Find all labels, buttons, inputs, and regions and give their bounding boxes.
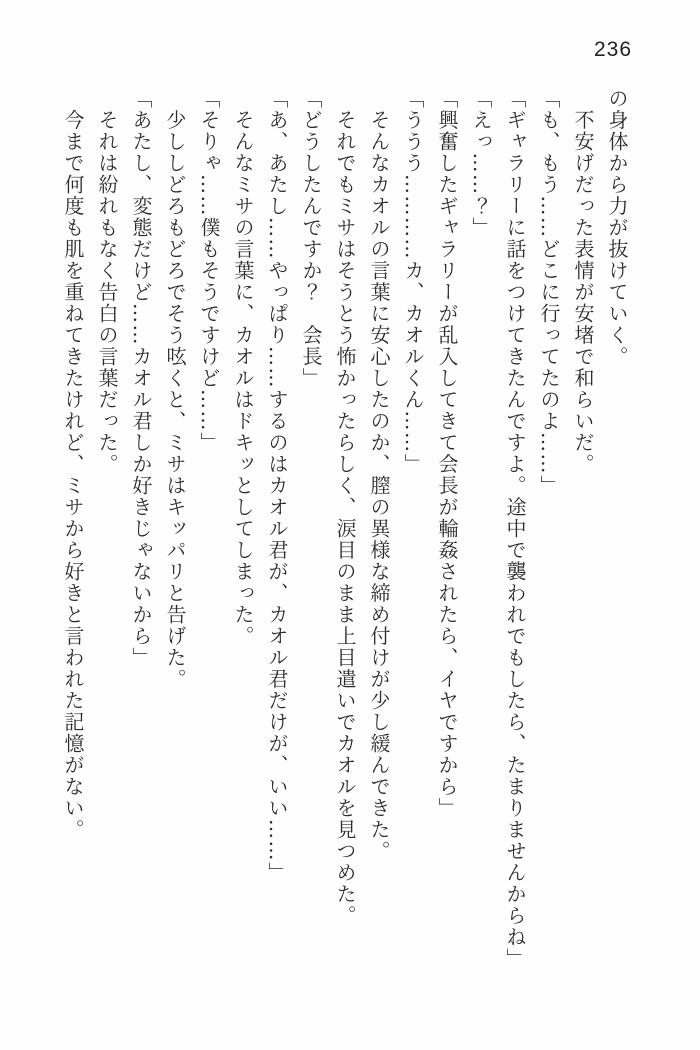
paragraph-dialogue: 「えっ……？」: [469, 88, 493, 239]
paragraph: そんなカオルの言葉に安心したのか、膣の異様な締め付けが少し緩んできた。: [367, 88, 391, 862]
paragraph-dialogue: 「あたし、変態だけど……カオル君しか好きじゃないから」: [129, 88, 153, 669]
page-number: 236: [594, 38, 633, 61]
paragraph: そんなミサの言葉に、カオルはドキッとしてしまった。: [231, 88, 255, 647]
paragraph: 今まで何度も肌を重ねてきたけれど、ミサから好きと言われた記憶がない。: [61, 88, 85, 841]
paragraph-dialogue: 「あ、あたし……やっぱり……するのはカオル君が、カオル君だけが、いい……」: [265, 88, 289, 884]
paragraph-dialogue: 「どうしたんですか？ 会長」: [299, 88, 323, 389]
paragraph: の身体から力が抜けていく。: [605, 88, 629, 368]
paragraph-dialogue: 「興奮したギャラリーが乱入してきて会長が輪姦されたら、イヤですから」: [435, 88, 459, 819]
paragraph: 少ししどろもどろでそう呟くと、ミサはキッパリと告げた。: [163, 88, 187, 690]
paragraph: 不安げだった表情が安堵で和らいだ。: [571, 88, 595, 475]
vertical-text-block: [56, 88, 634, 970]
paragraph-dialogue: 「も、もう……どこに行ってたのよ……」: [537, 88, 561, 497]
paragraph-dialogue: 「そりゃ……僕もそうですけど……」: [197, 88, 221, 454]
paragraph-dialogue: 「ううう…………カ、カオルくん……」: [401, 88, 425, 475]
paragraph: それは紛れもなく告白の言葉だった。: [95, 88, 119, 475]
paragraph-dialogue: 「ギャラリーに話をつけてきたんですよ。途中で襲われでもしたら、たまりませんからね」: [503, 88, 527, 970]
paragraph: それでもミサはそうとう怖かったらしく、涙目のまま上目遣いでカオルを見つめた。: [333, 88, 357, 927]
